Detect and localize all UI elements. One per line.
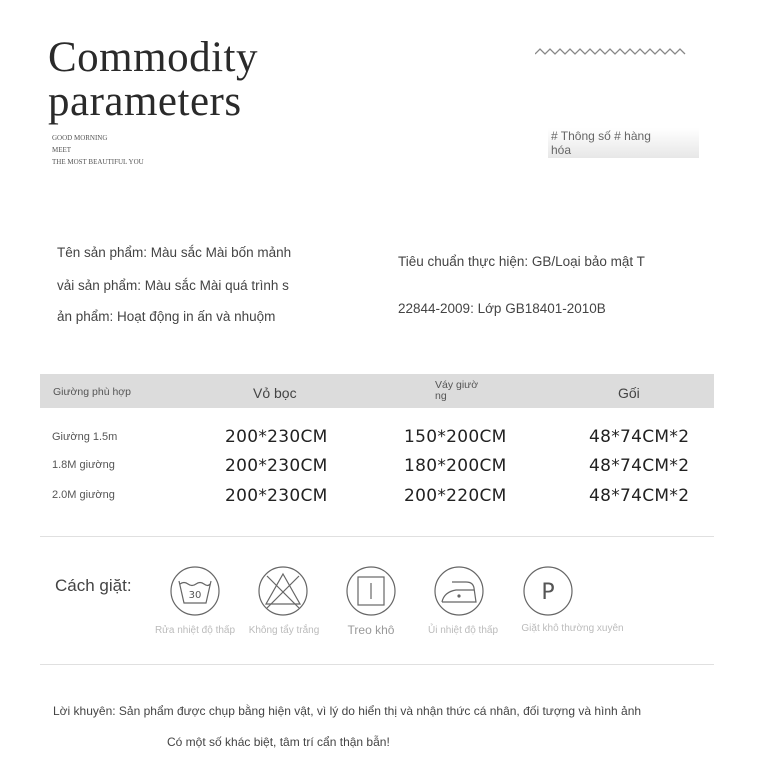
row-skirt: 200*220CM — [404, 486, 507, 506]
row-skirt: 150*200CM — [404, 427, 507, 447]
wash-caption-2: Không tẩy trắng — [248, 625, 320, 636]
title-line-2: parameters — [48, 78, 242, 125]
wash-label: Cách giặt: — [55, 576, 132, 595]
table-header-skirt-line-2: ng — [435, 390, 447, 402]
row-label: Giường 1.5m — [52, 431, 118, 443]
no-bleach-icon — [258, 566, 308, 616]
wash-caption-4: Ủi nhiệt độ thấp — [427, 625, 499, 636]
title-line-1: Commodity — [48, 34, 258, 81]
svg-text:P: P — [541, 580, 555, 605]
section-tag-line-1: # Thông số # hàng — [551, 129, 651, 143]
table-header-band — [40, 374, 714, 408]
info-right-line-2: 22844-2009: Lớp GB18401-2010B — [398, 301, 606, 316]
row-label: 1.8M giường — [52, 459, 115, 471]
table-header-skirt-line-1: Váy giườ — [435, 379, 479, 391]
table-header-skirt — [435, 380, 478, 402]
subtitle-line-2: MEET — [52, 146, 72, 154]
row-cover: 200*230CM — [225, 427, 328, 447]
divider — [40, 536, 714, 537]
section-tag — [548, 128, 699, 158]
row-label: 2.0M giường — [52, 489, 115, 501]
info-right-line-1: Tiêu chuẩn thực hiện: GB/Loại bảo mật T — [398, 254, 645, 269]
wash-30-icon — [170, 566, 220, 616]
table-header-bed: Giường phù hợp — [53, 386, 132, 398]
wash-caption-3: Treo khô — [347, 623, 395, 637]
divider — [40, 664, 714, 665]
advice-line-2: Có một số khác biệt, tâm trí cẩn thận bẫn! — [167, 735, 390, 749]
dry-clean-p-icon — [523, 566, 573, 616]
section-tag-line-2: hóa — [551, 143, 572, 157]
wash-caption-5: Giặt khô thường xuyên — [521, 623, 624, 634]
page-title — [48, 36, 258, 124]
row-pillow: 48*74CM*2 — [589, 456, 690, 476]
table-header-pillow: Gối — [618, 385, 640, 401]
iron-low-icon — [434, 566, 484, 616]
row-skirt: 180*200CM — [404, 456, 507, 476]
wash-caption-1: Rửa nhiệt độ thấp — [154, 625, 236, 636]
subtitle-line-1: GOOD MORNING — [52, 134, 108, 142]
subtitle-block — [52, 132, 144, 168]
subtitle-line-3: THE MOST BEAUTIFUL YOU — [52, 158, 144, 166]
info-left-line-1: Tên sản phẩm: Màu sắc Mài bốn mảnh — [57, 245, 292, 260]
row-cover: 200*230CM — [225, 456, 328, 476]
advice-line-1: Lời khuyên: Sản phẩm được chụp bằng hiện vật, vì lý do hiển thị và nhận thức cá nhân, đối tượng và hình ảnh — [53, 704, 642, 718]
info-left-line-2: vải sản phẩm: Màu sắc Mài quá trình s — [57, 278, 289, 293]
row-pillow: 48*74CM*2 — [589, 427, 690, 447]
info-left-line-3: ản phẩm: Hoạt động in ấn và nhuộm — [57, 309, 276, 324]
hang-dry-icon — [346, 566, 396, 616]
row-pillow: 48*74CM*2 — [589, 486, 690, 506]
svg-text:30: 30 — [188, 590, 202, 601]
row-cover: 200*230CM — [225, 486, 328, 506]
zigzag-decoration — [535, 46, 687, 58]
table-header-cover: Vỏ bọc — [253, 385, 297, 401]
